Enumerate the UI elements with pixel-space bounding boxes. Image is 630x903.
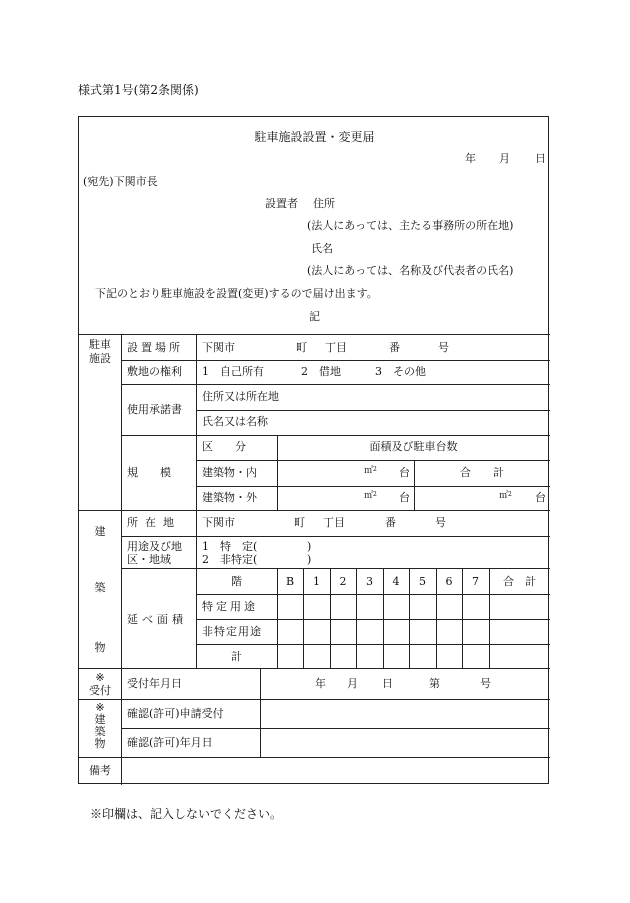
superscript: 2 <box>373 491 377 498</box>
rule <box>121 334 122 785</box>
rights-option-own: 1 自己所有 <box>202 365 264 378</box>
rights-option-other: 3 その他 <box>375 365 426 378</box>
parking-location-city: 下関市 <box>202 341 235 354</box>
rule <box>260 668 261 757</box>
outside-area-unit <box>364 492 377 501</box>
applicant-address-note: (法人にあっては、主たる事務所の所在地) <box>307 219 514 232</box>
superscript: 2 <box>508 491 512 498</box>
applicant-address-label: 住所 <box>313 197 335 210</box>
use-options <box>202 540 257 566</box>
date-day-label: 日 <box>535 152 546 165</box>
rule <box>79 668 550 669</box>
confirm-application-label: 確認(許可)申請受付 <box>127 707 224 720</box>
receipt-date-label: 受付年月日 <box>127 677 182 690</box>
floor-col-7: 7 <box>472 575 479 588</box>
applicant-name-label: 氏名 <box>311 242 333 255</box>
area-unit: ㎡ <box>364 466 374 476</box>
floor-area-label: 延べ面積 <box>127 613 187 626</box>
area-unit: ㎡ <box>364 491 374 501</box>
rule <box>79 510 550 511</box>
parking-location-cho: 町 <box>296 341 307 354</box>
rule <box>79 699 550 700</box>
receipt-day: 日 <box>382 677 393 690</box>
floor-row-total: 計 <box>231 650 242 663</box>
building-location-ban: 番 <box>385 516 396 529</box>
rule <box>121 568 550 569</box>
building-location-chome: 丁目 <box>323 516 345 529</box>
date-month-label: 月 <box>499 152 510 165</box>
paren: ) <box>307 553 312 566</box>
outside-count-unit: 台 <box>399 491 410 504</box>
parking-location-go: 号 <box>438 341 449 354</box>
parking-location-label: 設置場所 <box>127 341 183 354</box>
statement: 下記のとおり駐車施設を設置(変更)するので届け出ます。 <box>95 287 378 300</box>
applicant-name-note: (法人にあっては、名称及び代表者の氏名) <box>307 264 514 277</box>
floor-col-1: 1 <box>313 575 320 588</box>
scale-row-outside-label: 建築物・外 <box>202 491 257 504</box>
consent-address-label: 住所又は所在地 <box>202 390 279 403</box>
receipt-no: 第 <box>429 677 440 690</box>
confirm-section <box>79 702 121 750</box>
note-mark: ※ <box>95 701 105 714</box>
rule <box>79 757 550 758</box>
parking-location-chome: 丁目 <box>325 341 347 354</box>
building-location-label: 所在地 <box>127 516 181 529</box>
rule <box>196 410 550 411</box>
inside-count-unit: 台 <box>399 466 410 479</box>
use-label-line: 区・地域 <box>127 553 171 566</box>
consent-name-label: 氏名又は名称 <box>202 415 268 428</box>
rule <box>121 360 550 361</box>
use-close-parens <box>307 540 311 566</box>
building-section-char: 築 <box>94 581 106 594</box>
ki-label: 記 <box>309 310 320 323</box>
receipt-go: 号 <box>480 677 491 690</box>
use-option-nonspecific: 2 非特定( <box>202 553 258 566</box>
use-option-specific: 1 特 定( <box>202 540 258 553</box>
footnote: ※印欄は、記入しないでください。 <box>90 807 283 821</box>
parking-section-line: 施設 <box>89 352 111 365</box>
scale-total-label: 合 計 <box>460 466 504 479</box>
floor-row-specific: 特定用途 <box>202 600 258 613</box>
floor-col-4: 4 <box>392 575 400 588</box>
confirm-date-label: 確認(許可)年月日 <box>127 736 213 749</box>
floor-col-5: 5 <box>419 575 426 588</box>
rule <box>121 435 550 436</box>
building-location-cho: 町 <box>294 516 305 529</box>
applicant-role: 設置者 <box>265 197 298 210</box>
receipt-year: 年 <box>315 677 326 690</box>
floor-col-6: 6 <box>445 575 453 588</box>
total-area-unit <box>499 492 512 501</box>
rule <box>196 619 550 620</box>
rule <box>121 536 550 537</box>
confirm-section-char: 築 <box>94 725 106 738</box>
area-unit: ㎡ <box>499 491 509 501</box>
scale-category-header: 区 分 <box>202 440 246 453</box>
floor-row-nonspecific: 非特定用途 <box>202 625 262 638</box>
inside-area-unit <box>364 467 377 476</box>
rule <box>196 460 550 461</box>
confirm-section-char: 物 <box>94 737 106 750</box>
confirm-section-char: 建 <box>94 713 106 726</box>
remarks-label: 備考 <box>89 764 111 777</box>
parking-section-line: 駐車 <box>89 338 111 351</box>
date-year-label: 年 <box>465 152 476 165</box>
scale-label: 規 模 <box>127 466 171 479</box>
consent-label: 使用承諾書 <box>127 403 182 416</box>
form-number: 様式第1号(第2条関係) <box>78 83 199 97</box>
use-label <box>127 540 182 566</box>
use-label-line: 用途及び地 <box>127 540 182 553</box>
parking-location-ban: 番 <box>389 341 400 354</box>
building-location-go: 号 <box>435 516 446 529</box>
parking-section-label <box>79 338 121 366</box>
note-mark: ※ <box>95 671 105 684</box>
scale-row-inside-label: 建築物・内 <box>202 466 257 479</box>
scale-value-header: 面積及び駐車台数 <box>369 440 458 453</box>
building-section-char: 物 <box>94 641 106 654</box>
superscript: 2 <box>373 466 377 473</box>
paren: ) <box>307 540 312 553</box>
floor-col-3: 3 <box>366 575 373 588</box>
floor-header: 階 <box>231 575 242 588</box>
rule <box>121 384 550 385</box>
rule <box>196 594 550 595</box>
rule <box>196 486 550 487</box>
rights-label: 敷地の権利 <box>127 365 182 378</box>
rights-option-lease: 2 借地 <box>301 365 341 378</box>
building-location-city: 下関市 <box>202 516 235 529</box>
building-section-char: 建 <box>94 525 106 538</box>
receipt-section <box>79 671 121 697</box>
addressee: (宛先)下関市長 <box>83 175 158 188</box>
rule <box>79 334 550 335</box>
receipt-month: 月 <box>347 677 358 690</box>
floor-col-total: 合 計 <box>503 575 536 588</box>
notification-form <box>78 116 549 784</box>
floor-col-2: 2 <box>339 575 347 588</box>
total-count-unit: 台 <box>535 491 546 504</box>
rule <box>196 334 197 668</box>
form-title: 駐車施設設置・変更届 <box>254 130 375 144</box>
receipt-label: 受付 <box>89 684 111 697</box>
rule <box>196 644 550 645</box>
rule <box>121 728 550 729</box>
floor-col-b: B <box>285 575 295 588</box>
